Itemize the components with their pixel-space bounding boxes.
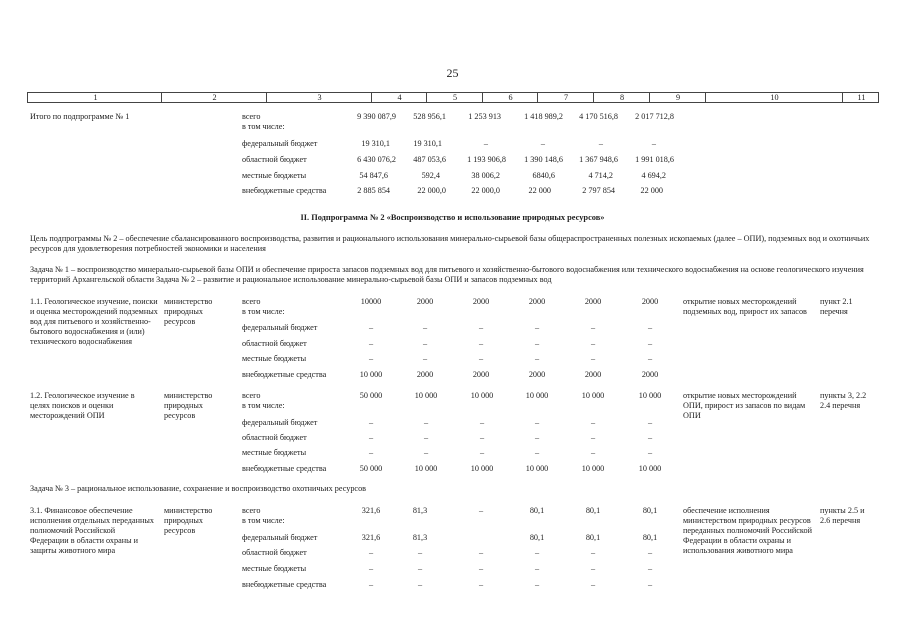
- value-cell: 22 000: [528, 186, 551, 195]
- value-cell: 321,6: [361, 533, 381, 542]
- value-cell: –: [598, 139, 603, 148]
- item-1-2-result: открытие новых месторождений ОПИ, прирост из запасов по видам ОПИ: [683, 391, 806, 420]
- value-cell: 528 956,1: [413, 112, 446, 121]
- value-cell: 22 000,0: [471, 186, 500, 195]
- value-cell: –: [590, 354, 596, 363]
- row-label-extrabudget: внебюджетные средства: [242, 464, 327, 473]
- value-cell: –: [368, 580, 374, 589]
- value-cell: –: [417, 564, 423, 573]
- value-cell: –: [534, 323, 540, 332]
- row-label-federal: федеральный бюджет: [242, 323, 318, 332]
- item-1-2-name: 1.2. Геологическое изучение в целях поисков и оценки месторождений ОПИ: [30, 391, 135, 420]
- value-cell: –: [478, 506, 484, 515]
- item-1-1-executor: министерство природных ресурсов: [164, 297, 213, 326]
- item-1-2-ref: пункты 3, 2.2 2.4 перечня: [820, 391, 867, 410]
- value-cell: 592,4: [421, 171, 440, 180]
- header-col-9: 9: [649, 93, 706, 102]
- header-col-8: 8: [593, 93, 650, 102]
- item-1-1-ref: пункт 2.1 перечня: [820, 297, 853, 316]
- value-cell: –: [534, 339, 540, 348]
- row-label-federal: федеральный бюджет: [242, 418, 318, 427]
- value-cell: –: [647, 339, 653, 348]
- value-cell: –: [590, 548, 596, 557]
- value-cell: 54 847,6: [359, 171, 388, 180]
- value-cell: 487 053,6: [413, 155, 446, 164]
- row-label-total: всего: [242, 506, 261, 515]
- value-cell: –: [368, 433, 374, 442]
- value-cell: –: [647, 418, 653, 427]
- value-cell: –: [483, 139, 488, 148]
- value-cell: –: [647, 548, 653, 557]
- value-cell: –: [647, 433, 653, 442]
- value-cell: –: [417, 580, 423, 589]
- value-cell: –: [590, 323, 596, 332]
- value-cell: 1 367 948,6: [579, 155, 618, 164]
- value-cell: 19 310,1: [361, 139, 390, 148]
- value-cell: 10 000: [414, 464, 438, 473]
- row-sublabel: в том числе:: [242, 516, 285, 525]
- value-cell: 22 000,0: [417, 186, 446, 195]
- value-cell: 10 000: [470, 391, 494, 400]
- value-cell: 10 000: [470, 464, 494, 473]
- value-cell: –: [590, 564, 596, 573]
- row-label-regional: областной бюджет: [242, 548, 307, 557]
- value-cell: –: [423, 448, 429, 457]
- value-cell: 4 170 516,8: [579, 112, 618, 121]
- value-cell: 10 000: [638, 464, 662, 473]
- value-cell: –: [417, 548, 423, 557]
- header-col-10: 10: [705, 93, 843, 102]
- value-cell: 2000: [528, 297, 546, 306]
- value-cell: 2000: [472, 370, 490, 379]
- value-cell: –: [478, 354, 484, 363]
- value-cell: –: [422, 354, 428, 363]
- value-cell: 10 000: [581, 391, 605, 400]
- value-cell: –: [590, 339, 596, 348]
- value-cell: –: [478, 339, 484, 348]
- value-cell: –: [647, 580, 653, 589]
- value-cell: –: [368, 418, 374, 427]
- value-cell: 80,1: [642, 506, 658, 515]
- value-cell: 1 418 989,2: [524, 112, 563, 121]
- row-label-federal: федеральный бюджет: [242, 533, 318, 542]
- total-row-name: Итого по подпрограмме № 1: [30, 112, 130, 121]
- row-label-extrabudget: внебюджетные средства: [242, 580, 327, 589]
- value-cell: 10 000: [414, 391, 438, 400]
- value-cell: 2 797 854: [582, 186, 615, 195]
- value-cell: 2 885 854: [357, 186, 390, 195]
- item-3-1-executor: министерство природных ресурсов: [164, 506, 213, 535]
- item-3-1-ref: пункты 2.5 и 2.6 перечня: [820, 506, 865, 525]
- value-cell: 2000: [528, 370, 546, 379]
- header-col-2: 2: [161, 93, 267, 102]
- table-header-row: [27, 92, 879, 103]
- value-cell: –: [534, 548, 540, 557]
- row-label-regional: областной бюджет: [242, 339, 307, 348]
- value-cell: 80,1: [529, 506, 545, 515]
- value-cell: –: [478, 323, 484, 332]
- row-label-federal: федеральный бюджет: [242, 139, 318, 148]
- row-label-local: местные бюджеты: [242, 171, 307, 180]
- value-cell: 2000: [416, 370, 434, 379]
- goal-text: Цель подпрограммы № 2 – обеспечение сбалансированного воспроизводства, развития и рационального использования минерально-сырьевой базы общераспространенных полезных ископаемых (далее – ОПИ), подземных вод и охотничьих ресурсов для удовлетворения потребностей экономики и населения: [30, 234, 870, 253]
- value-cell: 22 000: [640, 186, 663, 195]
- value-cell: –: [422, 339, 428, 348]
- value-cell: 80,1: [585, 533, 601, 542]
- value-cell: 2000: [584, 297, 602, 306]
- item-1-1-name: 1.1. Геологическое изучение, поиски и оценка месторождений подземных вод для питьевого и хозяйственно-бытового водоснабжения и (или) технического водоснабжения: [30, 297, 158, 346]
- value-cell: –: [590, 448, 596, 457]
- value-cell: –: [478, 580, 484, 589]
- value-cell: –: [534, 433, 540, 442]
- value-cell: –: [423, 433, 429, 442]
- value-cell: 1 193 906,8: [467, 155, 506, 164]
- value-cell: –: [422, 323, 428, 332]
- value-cell: 6 430 076,2: [357, 155, 396, 164]
- item-3-1-result: обеспечение исполнения министерством природных ресурсов переданных полномочий Российской Федерации в области охраны и использования животного мира: [683, 506, 812, 555]
- value-cell: –: [368, 354, 374, 363]
- task-1-text: Задача № 1 – воспроизводство минерально-сырьевой базы ОПИ и обеспечение прироста запасов подземных вод для питьевого и хозяйственно-бытового водоснабжения или технического водоснабжения на основе геологического изучения территорий Архангельской области Задача № 2 – развитие и рациональное использование минерально-сырьевой базы ОПИ и запасов подземных вод: [30, 265, 864, 284]
- header-col-6: 6: [482, 93, 538, 102]
- row-sublabel: в том числе:: [242, 307, 285, 316]
- value-cell: –: [590, 580, 596, 589]
- value-cell: 19 310,1: [413, 139, 442, 148]
- value-cell: 10 000: [525, 464, 549, 473]
- value-cell: 2 017 712,8: [635, 112, 674, 121]
- value-cell: –: [534, 580, 540, 589]
- section-title: II. Подпрограмма № 2 «Воспроизводство и использование природных ресурсов»: [300, 213, 605, 222]
- value-cell: 2000: [584, 370, 602, 379]
- value-cell: –: [479, 418, 485, 427]
- item-3-1-name: 3.1. Финансовое обеспечение исполнения отдельных переданных полномочий Российской Федерации в области охраны и защиты животного мира: [30, 506, 154, 555]
- value-cell: 81,3: [412, 533, 428, 542]
- value-cell: 50 000: [359, 391, 383, 400]
- value-cell: 4 714,2: [588, 171, 613, 180]
- value-cell: 1 991 018,6: [635, 155, 674, 164]
- value-cell: –: [368, 564, 374, 573]
- value-cell: –: [423, 418, 429, 427]
- value-cell: 38 006,2: [471, 171, 500, 180]
- value-cell: 2000: [472, 297, 490, 306]
- row-label-extrabudget: внебюджетные средства: [242, 186, 327, 195]
- value-cell: –: [647, 448, 653, 457]
- value-cell: –: [651, 139, 656, 148]
- value-cell: 2000: [641, 297, 659, 306]
- value-cell: 81,3: [412, 506, 428, 515]
- value-cell: 80,1: [642, 533, 658, 542]
- item-1-1-result: открытие новых месторождений подземных вод, прирост их запасов: [683, 297, 807, 316]
- value-cell: 1 253 913: [468, 112, 501, 121]
- value-cell: 10 000: [525, 391, 549, 400]
- value-cell: 10000: [360, 297, 382, 306]
- value-cell: –: [647, 323, 653, 332]
- value-cell: –: [478, 548, 484, 557]
- row-sublabel: в том числе:: [242, 401, 285, 410]
- page-number: 25: [446, 66, 459, 80]
- header-col-7: 7: [537, 93, 594, 102]
- item-1-2-executor: министерство природных ресурсов: [164, 391, 213, 420]
- header-col-5: 5: [426, 93, 483, 102]
- value-cell: –: [540, 139, 545, 148]
- value-cell: –: [647, 564, 653, 573]
- value-cell: –: [534, 354, 540, 363]
- header-col-1: 1: [93, 93, 98, 102]
- value-cell: 9 390 087,9: [357, 112, 396, 121]
- value-cell: 80,1: [585, 506, 601, 515]
- value-cell: –: [368, 323, 374, 332]
- task-3-text: Задача № 3 – рациональное использование, сохранение и воспроизводство охотничьих ресурсов: [30, 484, 367, 493]
- value-cell: 321,6: [361, 506, 381, 515]
- row-label-local: местные бюджеты: [242, 354, 307, 363]
- value-cell: –: [534, 418, 540, 427]
- value-cell: –: [368, 339, 374, 348]
- row-sublabel: в том числе:: [242, 122, 285, 131]
- value-cell: 10 000: [638, 391, 662, 400]
- value-cell: 1 390 148,6: [524, 155, 563, 164]
- value-cell: 2000: [641, 370, 659, 379]
- value-cell: –: [590, 418, 596, 427]
- row-label-local: местные бюджеты: [242, 448, 307, 457]
- row-label-total: всего: [242, 297, 261, 306]
- header-col-11: 11: [842, 93, 880, 102]
- value-cell: –: [590, 433, 596, 442]
- header-col-4: 4: [371, 93, 427, 102]
- value-cell: 6840,6: [532, 171, 555, 180]
- value-cell: –: [368, 548, 374, 557]
- value-cell: 10 000: [581, 464, 605, 473]
- value-cell: 4 694,2: [641, 171, 666, 180]
- value-cell: 50 000: [359, 464, 383, 473]
- value-cell: –: [534, 448, 540, 457]
- row-label-regional: областной бюджет: [242, 155, 307, 164]
- value-cell: –: [534, 564, 540, 573]
- value-cell: 2000: [416, 297, 434, 306]
- row-label-total: всего: [242, 391, 261, 400]
- row-label-local: местные бюджеты: [242, 564, 307, 573]
- value-cell: 80,1: [529, 533, 545, 542]
- row-label-regional: областной бюджет: [242, 433, 307, 442]
- value-cell: –: [647, 354, 653, 363]
- value-cell: –: [368, 448, 374, 457]
- row-label-extrabudget: внебюджетные средства: [242, 370, 327, 379]
- value-cell: –: [479, 448, 485, 457]
- value-cell: –: [478, 564, 484, 573]
- value-cell: –: [479, 433, 485, 442]
- value-cell: 10 000: [359, 370, 383, 379]
- header-col-3: 3: [266, 93, 372, 102]
- row-label-total: всего: [242, 112, 261, 121]
